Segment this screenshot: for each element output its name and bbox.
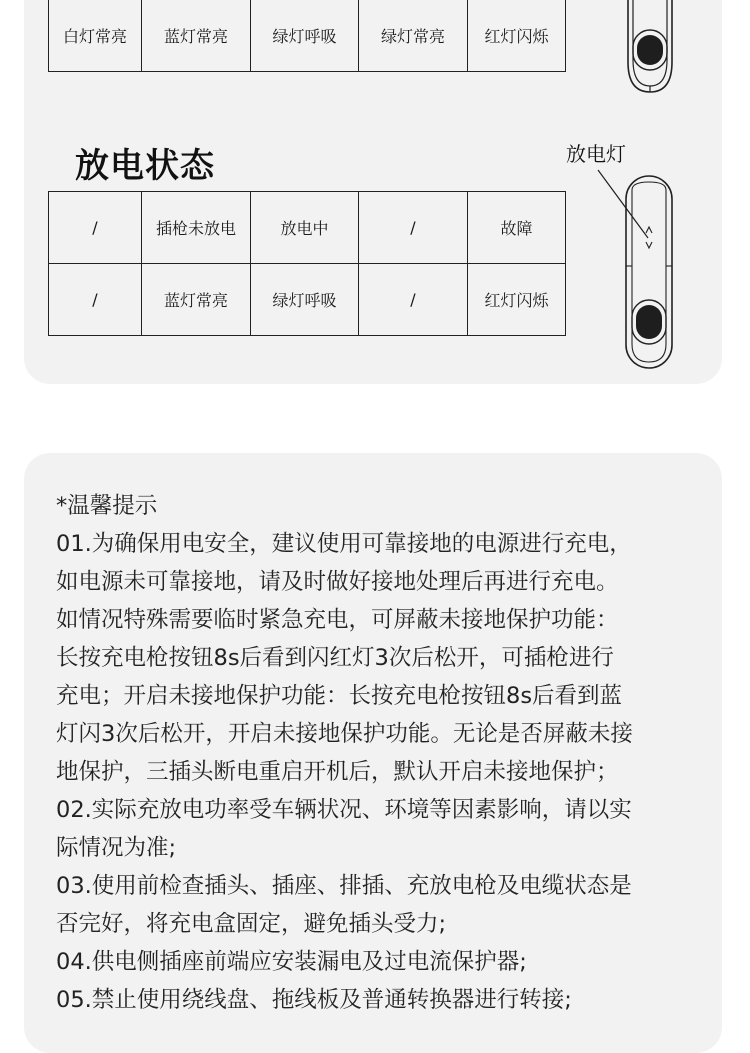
discharge-status-table (48, 191, 566, 336)
tips-line: 如情况特殊需要临时紧急充电，可屏蔽未接地保护功能： (56, 607, 619, 633)
tips-line: 01.为确保用电安全，建议使用可靠接地的电源进行充电， (56, 531, 632, 557)
table-row (49, 0, 566, 72)
tips-section (56, 487, 696, 1019)
tips-line: 灯闪3次后松开，开启未接地保护功能。无论是否屏蔽未接 (56, 721, 633, 747)
tips-line: 充电；开启未接地保护功能：长按充电枪按钮8s后看到蓝 (56, 683, 623, 709)
table-cell: 蓝灯常亮 (142, 0, 251, 72)
charging-gun-illustration-discharge (590, 166, 690, 374)
charge-status-table (48, 0, 566, 72)
tips-line: 地保护，三插头断电重启开机后，默认开启未接地保护； (56, 759, 619, 785)
tips-line: 04.供电侧插座前端应安装漏电及过电流保护器; (56, 949, 527, 975)
tips-line: 03.使用前检查插头、插座、排插、充放电枪及电缆状态是 (56, 873, 632, 899)
section-title: 放电状态 (75, 146, 215, 186)
tips-title: *温馨提示 (56, 493, 158, 519)
tips-line: 长按充电枪按钮8s后看到闪红灯3次后松开，可插枪进行 (56, 645, 614, 671)
table-cell: 插枪未放电 (142, 192, 251, 264)
table-row (49, 192, 566, 264)
table-cell: / (359, 192, 468, 264)
tips-line: 际情况为准; (56, 835, 177, 861)
tips-line: 否完好，将充电盒固定，避免插头受力; (56, 911, 447, 937)
discharge-lamp-label: 放电灯 (566, 142, 626, 166)
table-cell: 白灯常亮 (49, 0, 142, 72)
table-cell: 红灯闪烁 (468, 0, 566, 72)
table-cell: / (359, 264, 468, 336)
tips-line: 如电源未可靠接地，请及时做好接地处理后再进行充电。 (56, 569, 619, 595)
table-cell: / (49, 264, 142, 336)
table-cell: / (49, 192, 142, 264)
table-cell: 绿灯呼吸 (251, 0, 359, 72)
charging-gun-illustration-top (618, 0, 682, 96)
table-cell: 蓝灯常亮 (142, 264, 251, 336)
table-cell: 绿灯呼吸 (251, 264, 359, 336)
table-cell: 红灯闪烁 (468, 264, 566, 336)
table-row (49, 264, 566, 336)
tips-line: 05.禁止使用绕线盘、拖线板及普通转换器进行转接; (56, 987, 572, 1013)
table-cell: 故障 (468, 192, 566, 264)
tips-line: 02.实际充放电功率受车辆状况、环境等因素影响，请以实 (56, 797, 632, 823)
table-cell: 绿灯常亮 (359, 0, 468, 72)
table-cell: 放电中 (251, 192, 359, 264)
